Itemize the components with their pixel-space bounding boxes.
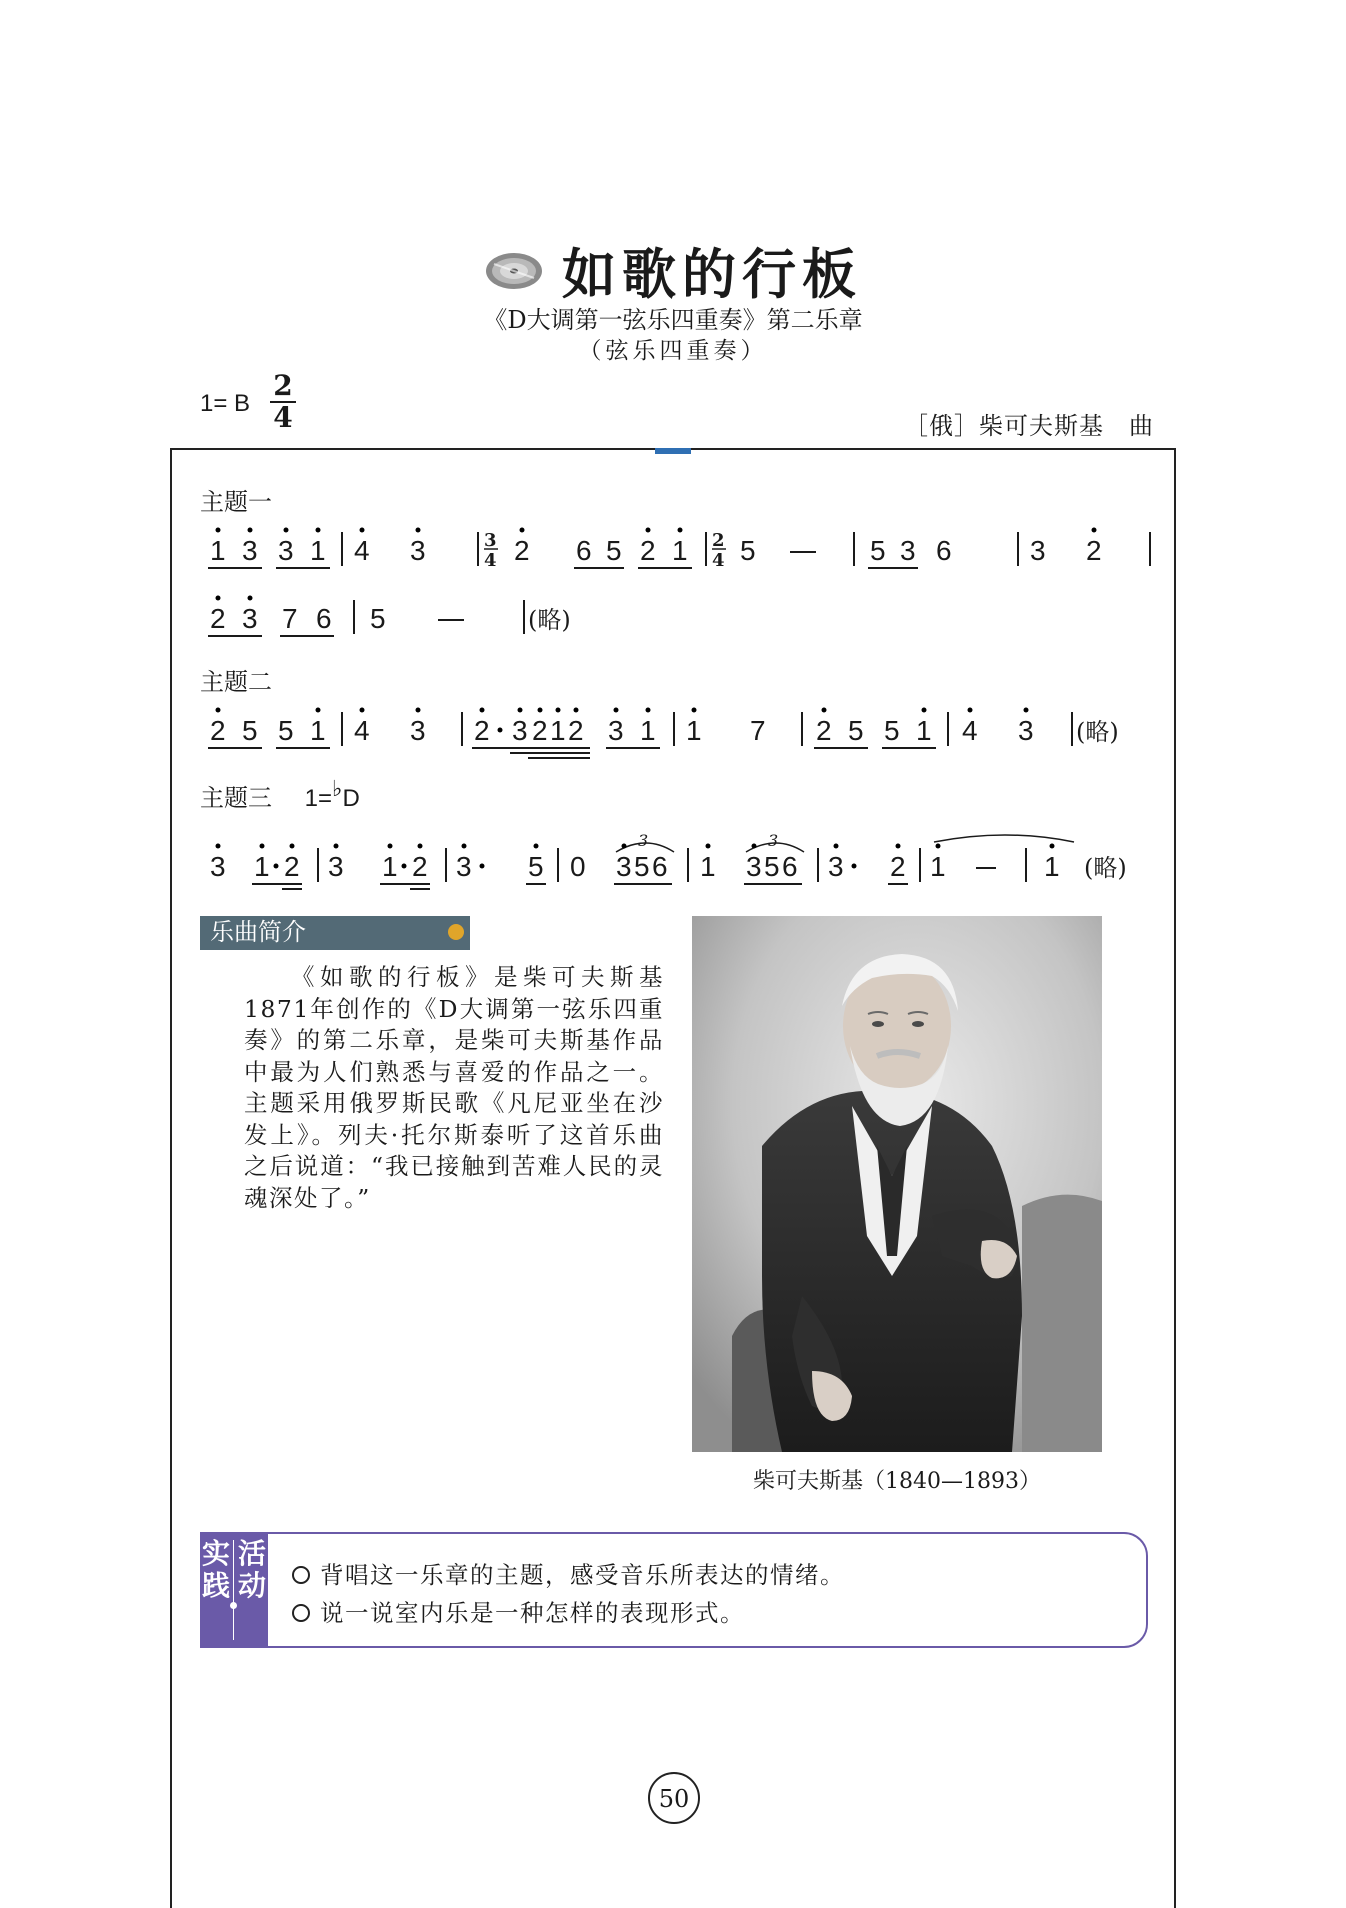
svg-text:5: 5	[884, 715, 900, 746]
svg-text:1: 1	[1044, 851, 1060, 882]
svg-text:1: 1	[686, 715, 702, 746]
intro-text: 《如歌的行板》是柴可夫斯基1871年创作的《D大调第一弦乐四重奏》的第二乐章，是柴可夫斯基作品中最为人们熟悉与喜爱的作品之一。主题采用俄罗斯民歌《凡尼亚坐在沙发上》。列夫·托尔斯泰听了这首乐曲之后说道：“我已接触到苦难人民的灵魂深处了。”	[244, 963, 664, 1212]
theme-1-label: 主题一	[200, 489, 272, 516]
theme-3-line	[206, 831, 1166, 894]
svg-text:3: 3	[900, 535, 916, 566]
svg-text:1: 1	[254, 851, 270, 882]
svg-text:2: 2	[412, 851, 428, 882]
subtitle-ensemble: （弦乐四重奏）	[578, 338, 768, 364]
theme-1-line-1-notation	[206, 518, 1166, 578]
svg-text:3: 3	[210, 851, 226, 882]
svg-text:5: 5	[242, 715, 258, 746]
theme-3-label	[200, 778, 360, 813]
svg-text:2: 2	[640, 535, 656, 566]
svg-text:3: 3	[638, 831, 649, 850]
portrait-illustration	[692, 916, 1102, 1452]
svg-text:2: 2	[890, 851, 906, 882]
theme-3-omitted: (略)	[1084, 854, 1127, 882]
cd-icon	[484, 250, 544, 292]
intro-dot	[448, 924, 464, 940]
subtitle: 《D大调第一弦乐四重奏》第二乐章	[483, 306, 863, 334]
svg-text:3: 3	[242, 535, 258, 566]
svg-text:7: 7	[282, 603, 298, 634]
theme-1-omitted: (略)	[528, 606, 571, 634]
svg-text:1: 1	[916, 715, 932, 746]
svg-text:3: 3	[410, 715, 426, 746]
flat-sign: ♭	[332, 776, 343, 801]
svg-text:2: 2	[474, 715, 490, 746]
svg-text:6: 6	[576, 535, 592, 566]
key-signature: 1= B	[200, 390, 251, 417]
svg-text:3: 3	[456, 851, 472, 882]
page-number: 50	[648, 1772, 700, 1824]
svg-text:1: 1	[672, 535, 688, 566]
svg-text:4: 4	[354, 715, 370, 746]
title-row	[0, 232, 1346, 309]
svg-text:7: 7	[750, 715, 766, 746]
activity-label-char-4: 动	[238, 1570, 267, 1601]
svg-text:1: 1	[550, 715, 566, 746]
svg-text:3: 3	[278, 535, 294, 566]
svg-text:6: 6	[652, 851, 668, 882]
theme-1-line-2	[206, 586, 1166, 646]
theme-2-omitted: (略)	[1076, 718, 1119, 746]
svg-text:3: 3	[1030, 535, 1046, 566]
svg-text:4: 4	[484, 550, 497, 571]
svg-text:1: 1	[700, 851, 716, 882]
svg-text:1: 1	[310, 535, 326, 566]
meter-bottom: 4	[273, 401, 293, 434]
frame-tab	[655, 448, 691, 454]
svg-text:5: 5	[278, 715, 294, 746]
svg-text:2: 2	[1086, 535, 1102, 566]
svg-text:3: 3	[746, 851, 762, 882]
svg-text:1: 1	[930, 851, 946, 882]
activity-item: 背唱这一乐章的主题，感受音乐所表达的情绪。	[292, 1556, 845, 1594]
circle-bullet-icon	[292, 1604, 310, 1622]
circle-bullet-icon	[292, 1566, 310, 1584]
theme-3-notation	[206, 831, 1166, 894]
theme-2-label: 主题二	[200, 669, 272, 696]
theme-2-line	[206, 698, 1166, 758]
meter-top: 2	[273, 369, 293, 402]
svg-text:5: 5	[528, 851, 544, 882]
svg-text:2: 2	[816, 715, 832, 746]
svg-text:4: 4	[354, 535, 370, 566]
theme-2-notation	[206, 698, 1166, 758]
svg-text:3: 3	[410, 535, 426, 566]
svg-text:5: 5	[370, 603, 386, 634]
svg-text:3: 3	[828, 851, 844, 882]
svg-text:1: 1	[640, 715, 656, 746]
svg-text:6: 6	[316, 603, 332, 634]
theme-3-key-prefix: 1=	[304, 785, 333, 812]
svg-text:1: 1	[210, 535, 226, 566]
svg-text:5: 5	[740, 535, 756, 566]
svg-text:3: 3	[242, 603, 258, 634]
activity-label-char-1: 实	[202, 1538, 231, 1569]
svg-text:6: 6	[936, 535, 952, 566]
portrait-image	[692, 916, 1102, 1452]
svg-text:3: 3	[768, 831, 779, 850]
svg-text:6: 6	[782, 851, 798, 882]
activity-label-dot	[230, 1602, 237, 1609]
svg-text:5: 5	[848, 715, 864, 746]
svg-text:3: 3	[512, 715, 528, 746]
svg-text:2: 2	[210, 603, 226, 634]
page-title: 如歌的行板	[562, 242, 862, 306]
svg-text:2: 2	[514, 535, 530, 566]
svg-text:2: 2	[284, 851, 300, 882]
svg-text:2: 2	[712, 530, 725, 551]
svg-text:0: 0	[570, 851, 586, 882]
theme-1-line-2-notation	[206, 586, 1166, 646]
svg-text:2: 2	[568, 715, 584, 746]
intro-heading: 乐曲简介	[200, 916, 470, 950]
portrait-caption: 柴可夫斯基（1840—1893）	[753, 1469, 1041, 1494]
theme-3-key-note: D	[342, 785, 360, 812]
activity-item: 说一说室内乐是一种怎样的表现形式。	[292, 1594, 845, 1632]
activity-label-char-2: 践	[202, 1570, 231, 1601]
svg-text:4: 4	[712, 550, 725, 571]
svg-text:3: 3	[328, 851, 344, 882]
svg-text:5: 5	[634, 851, 650, 882]
svg-text:5: 5	[606, 535, 622, 566]
svg-text:2: 2	[210, 715, 226, 746]
svg-text:2: 2	[532, 715, 548, 746]
activity-label-char-3: 活	[238, 1538, 267, 1569]
svg-text:5: 5	[870, 535, 886, 566]
svg-text:3: 3	[616, 851, 632, 882]
activity-list	[292, 1556, 845, 1632]
svg-text:4: 4	[962, 715, 978, 746]
svg-text:3: 3	[484, 530, 497, 551]
theme-1-line-1	[206, 518, 1166, 578]
svg-text:1: 1	[310, 715, 326, 746]
svg-text:5: 5	[764, 851, 780, 882]
theme-3-title: 主题三	[200, 785, 272, 812]
activity-label	[200, 1532, 268, 1648]
svg-text:1: 1	[382, 851, 398, 882]
activity-label-divider	[233, 1540, 234, 1640]
theme-3-key	[304, 776, 360, 812]
time-signature	[268, 369, 298, 434]
svg-text:3: 3	[608, 715, 624, 746]
svg-text:3: 3	[1018, 715, 1034, 746]
composer: ［俄］柴可夫斯基 曲	[904, 412, 1154, 440]
